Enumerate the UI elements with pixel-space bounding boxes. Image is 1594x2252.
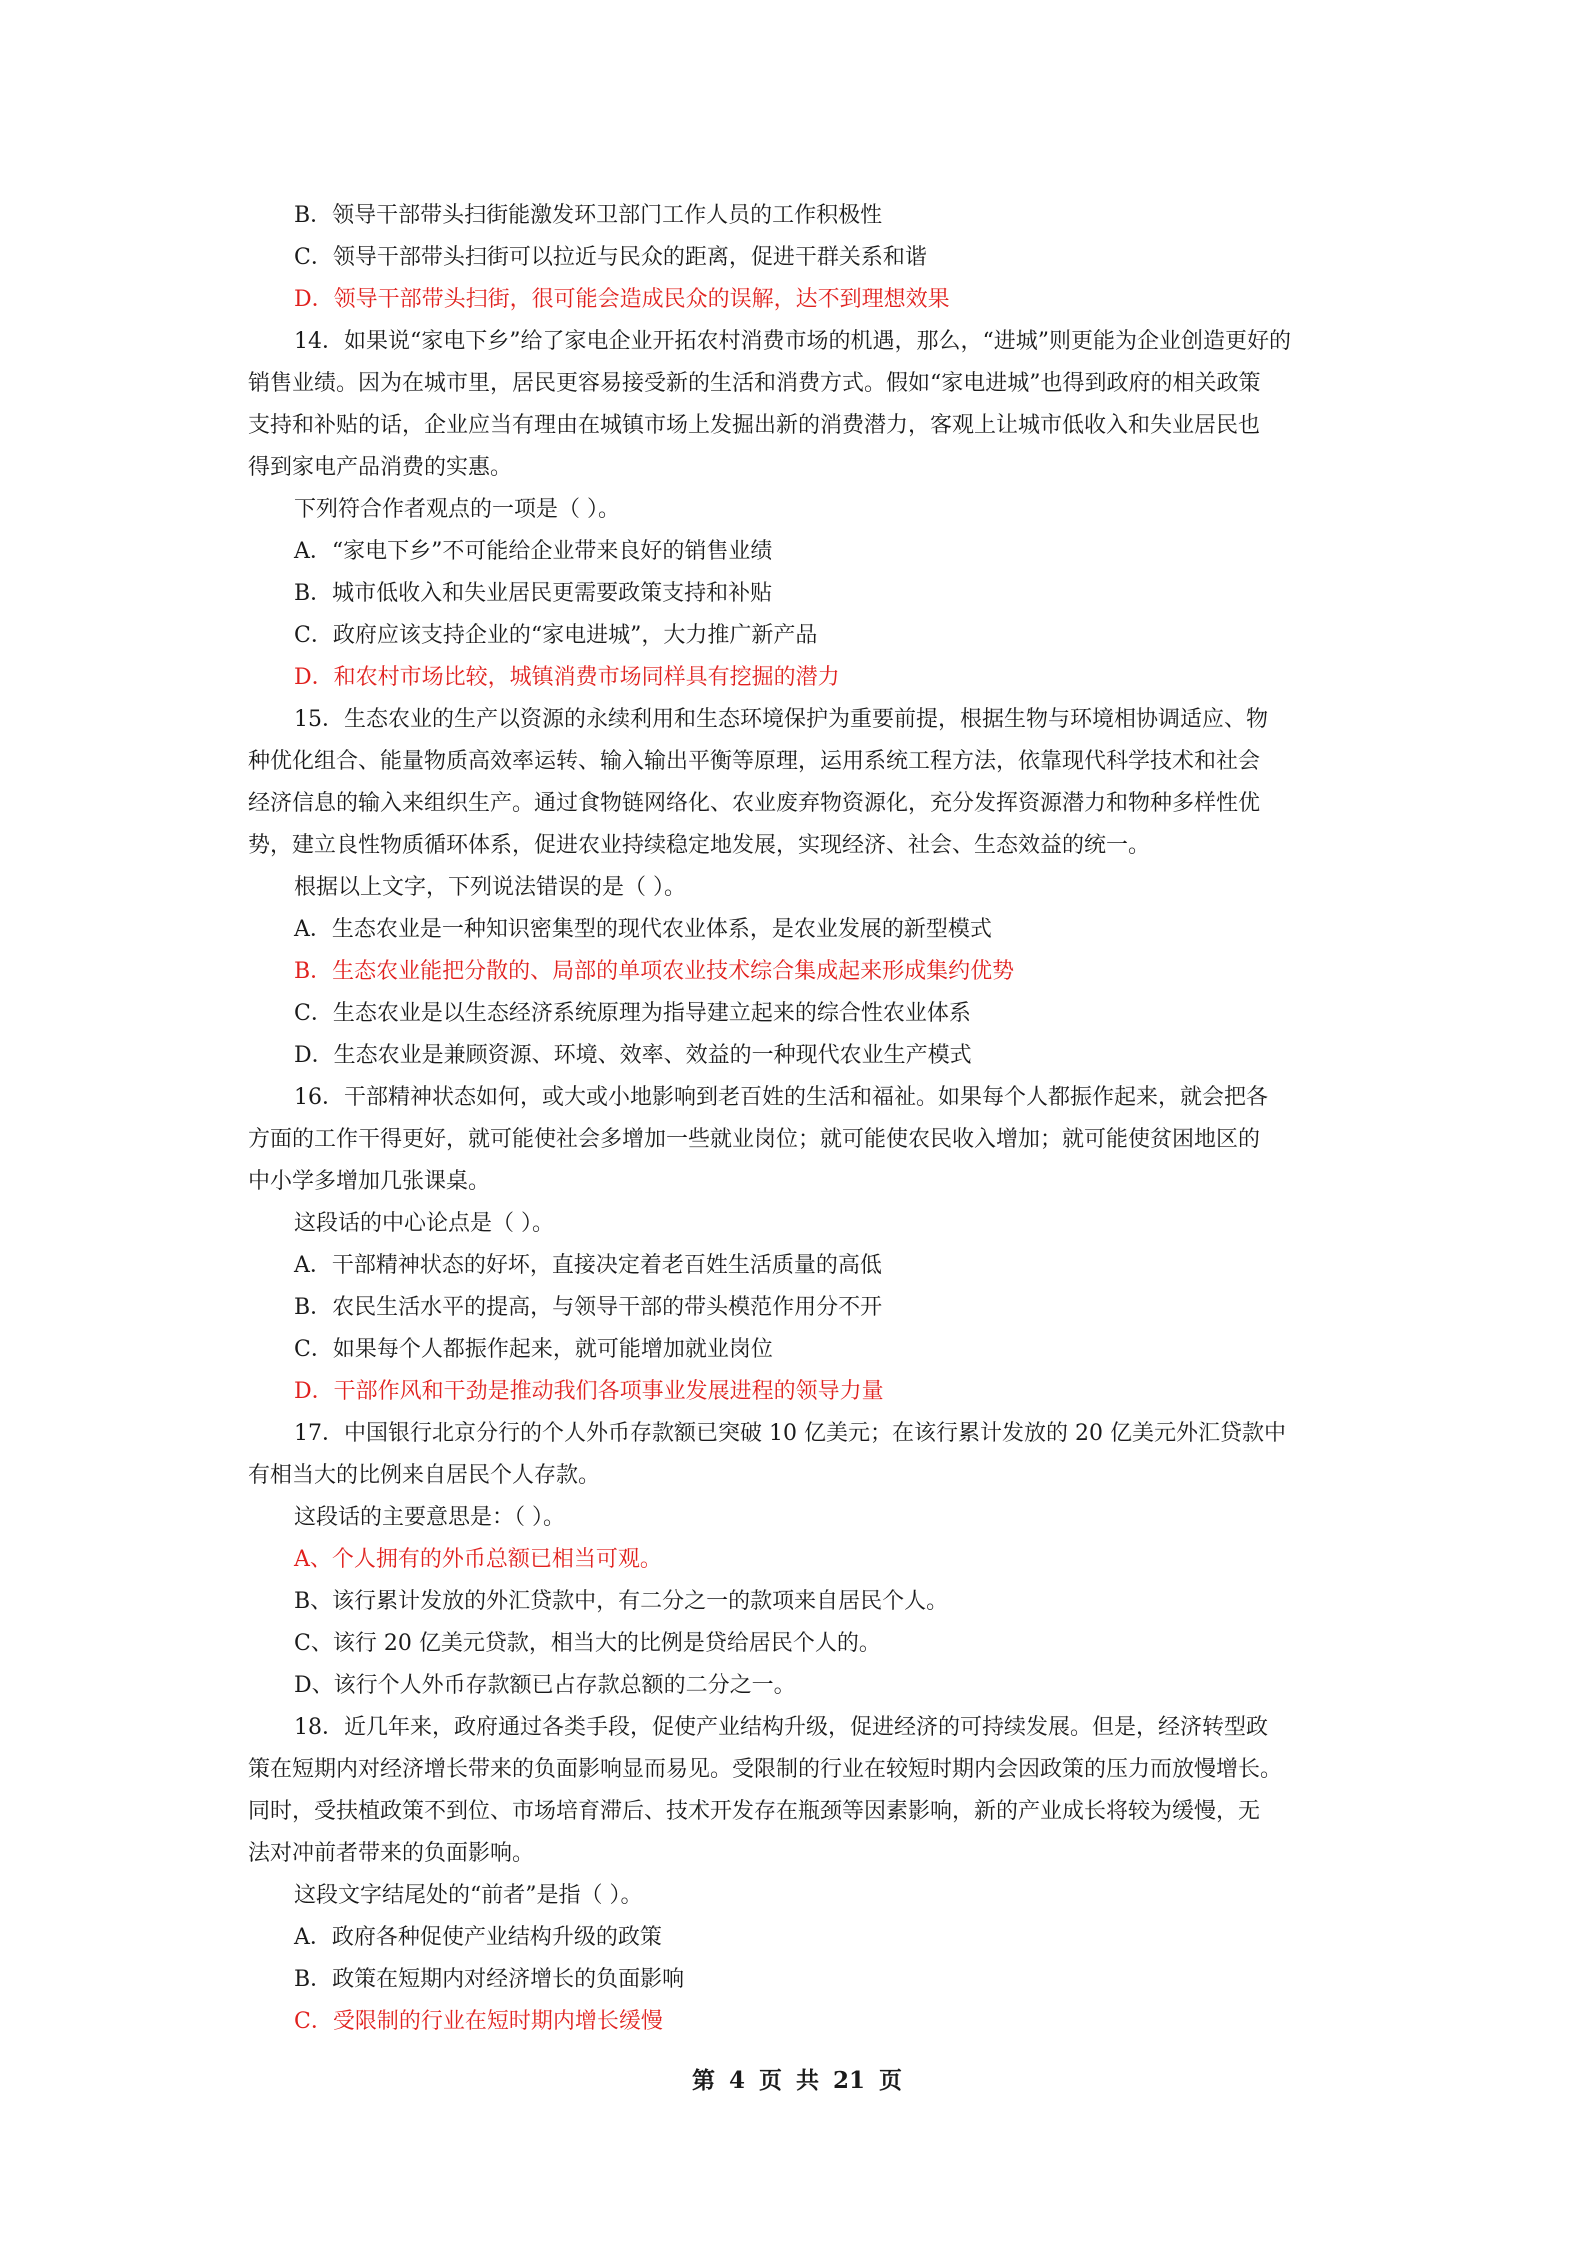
text-line: 支持和补贴的话，企业应当有理由在城镇市场上发掘出新的消费潜力，客观上让城市低收入和失业居民也 [248, 413, 1261, 438]
answer-line-correct: D．领导干部带头扫街，很可能会造成民众的误解，达不到理想效果 [294, 287, 950, 312]
text-line: D．生态农业是兼顾资源、环境、效率、效益的一种现代农业生产模式 [294, 1043, 972, 1068]
text-line: 同时，受扶植政策不到位、市场培育滞后、技术开发存在瓶颈等因素影响，新的产业成长将较为缓慢，无 [248, 1799, 1261, 1824]
text-line: 15．生态农业的生产以资源的永续利用和生态环境保护为重要前提，根据生物与环境相协调适应、物 [294, 707, 1268, 732]
text-line: B．政策在短期内对经济增长的负面影响 [294, 1967, 685, 1992]
text-line: B．领导干部带头扫街能激发环卫部门工作人员的工作积极性 [294, 203, 883, 228]
answer-line-correct: C．受限制的行业在短时期内增长缓慢 [294, 2009, 663, 2034]
page-body [248, 195, 1358, 2043]
text-line: C．生态农业是以生态经济系统原理为指导建立起来的综合性农业体系 [294, 1001, 971, 1026]
text-line: C．如果每个人都振作起来，就可能增加就业岗位 [294, 1337, 773, 1362]
text-line: 策在短期内对经济增长带来的负面影响显而易见。受限制的行业在较短时期内会因政策的压力而放慢增长。 [248, 1757, 1283, 1782]
text-line: 法对冲前者带来的负面影响。 [248, 1841, 535, 1866]
text-line: 16．干部精神状态如何，或大或小地影响到老百姓的生活和福祉。如果每个人都振作起来，就会把各 [294, 1085, 1268, 1110]
text-line: 方面的工作干得更好，就可能使社会多增加一些就业岗位；就可能使农民收入增加；就可能使贫困地区的 [248, 1127, 1261, 1152]
page-footer: 第 4 页 共 21 页 [691, 2067, 903, 2094]
text-line: 种优化组合、能量物质高效率运转、输入输出平衡等原理，运用系统工程方法，依靠现代科学技术和社会 [248, 749, 1261, 774]
text-line: 18．近几年来，政府通过各类手段，促使产业结构升级，促进经济的可持续发展。但是，经济转型政 [294, 1715, 1268, 1740]
text-line: A．“家电下乡”不可能给企业带来良好的销售业绩 [294, 539, 773, 564]
text-line: 有相当大的比例来自居民个人存款。 [248, 1463, 601, 1488]
text-line: 中小学多增加几张课桌。 [248, 1169, 491, 1194]
text-line: C．领导干部带头扫街可以拉近与民众的距离，促进干群关系和谐 [294, 245, 927, 270]
text-line: 得到家电产品消费的实惠。 [248, 455, 513, 480]
answer-line-correct: D．干部作风和干劲是推动我们各项事业发展进程的领导力量 [294, 1379, 884, 1404]
text-line: B、该行累计发放的外汇贷款中，有二分之一的款项来自居民个人。 [294, 1589, 949, 1614]
text-line: 17．中国银行北京分行的个人外币存款额已突破 10 亿美元；在该行累计发放的 20 亿美元外汇贷款中 [294, 1421, 1286, 1446]
text-line: 这段话的主要意思是：（ ）。 [294, 1505, 565, 1530]
text-line: 经济信息的输入来组织生产。通过食物链网络化、农业废弃物资源化，充分发挥资源潜力和物种多样性优 [248, 791, 1261, 816]
text-line: B．城市低收入和失业居民更需要政策支持和补贴 [294, 581, 773, 606]
text-line: B．农民生活水平的提高，与领导干部的带头模范作用分不开 [294, 1295, 883, 1320]
answer-line-correct: A、个人拥有的外币总额已相当可观。 [294, 1547, 662, 1572]
text-line: 这段文字结尾处的“前者”是指（ ）。 [294, 1883, 643, 1908]
text-line: D、该行个人外币存款额已占存款总额的二分之一。 [294, 1673, 796, 1698]
text-line: 下列符合作者观点的一项是（ ）。 [294, 497, 620, 522]
answer-line-correct: B．生态农业能把分散的、局部的单项农业技术综合集成起来形成集约优势 [294, 959, 1015, 984]
text-line: 根据以上文字，下列说法错误的是（ ）。 [294, 875, 686, 900]
text-line: A．政府各种促使产业结构升级的政策 [294, 1925, 662, 1950]
text-line: A．干部精神状态的好坏，直接决定着老百姓生活质量的高低 [294, 1253, 882, 1278]
text-line: 销售业绩。因为在城市里，居民更容易接受新的生活和消费方式。假如“家电进城”也得到政府的相关政策 [248, 371, 1261, 396]
text-line: A．生态农业是一种知识密集型的现代农业体系，是农业发展的新型模式 [294, 917, 992, 942]
text-line: 势，建立良性物质循环体系，促进农业持续稳定地发展，实现经济、社会、生态效益的统一。 [248, 833, 1151, 858]
text-line: C．政府应该支持企业的“家电进城”，大力推广新产品 [294, 623, 818, 648]
text-line: 14．如果说“家电下乡”给了家电企业开拓农村消费市场的机遇，那么，“进城”则更能为企业创造更好的 [294, 329, 1291, 354]
answer-line-correct: D．和农村市场比较，城镇消费市场同样具有挖掘的潜力 [294, 665, 840, 690]
text-line: C、该行 20 亿美元贷款，相当大的比例是贷给居民个人的。 [294, 1631, 881, 1656]
text-line: 这段话的中心论点是（ ）。 [294, 1211, 554, 1236]
